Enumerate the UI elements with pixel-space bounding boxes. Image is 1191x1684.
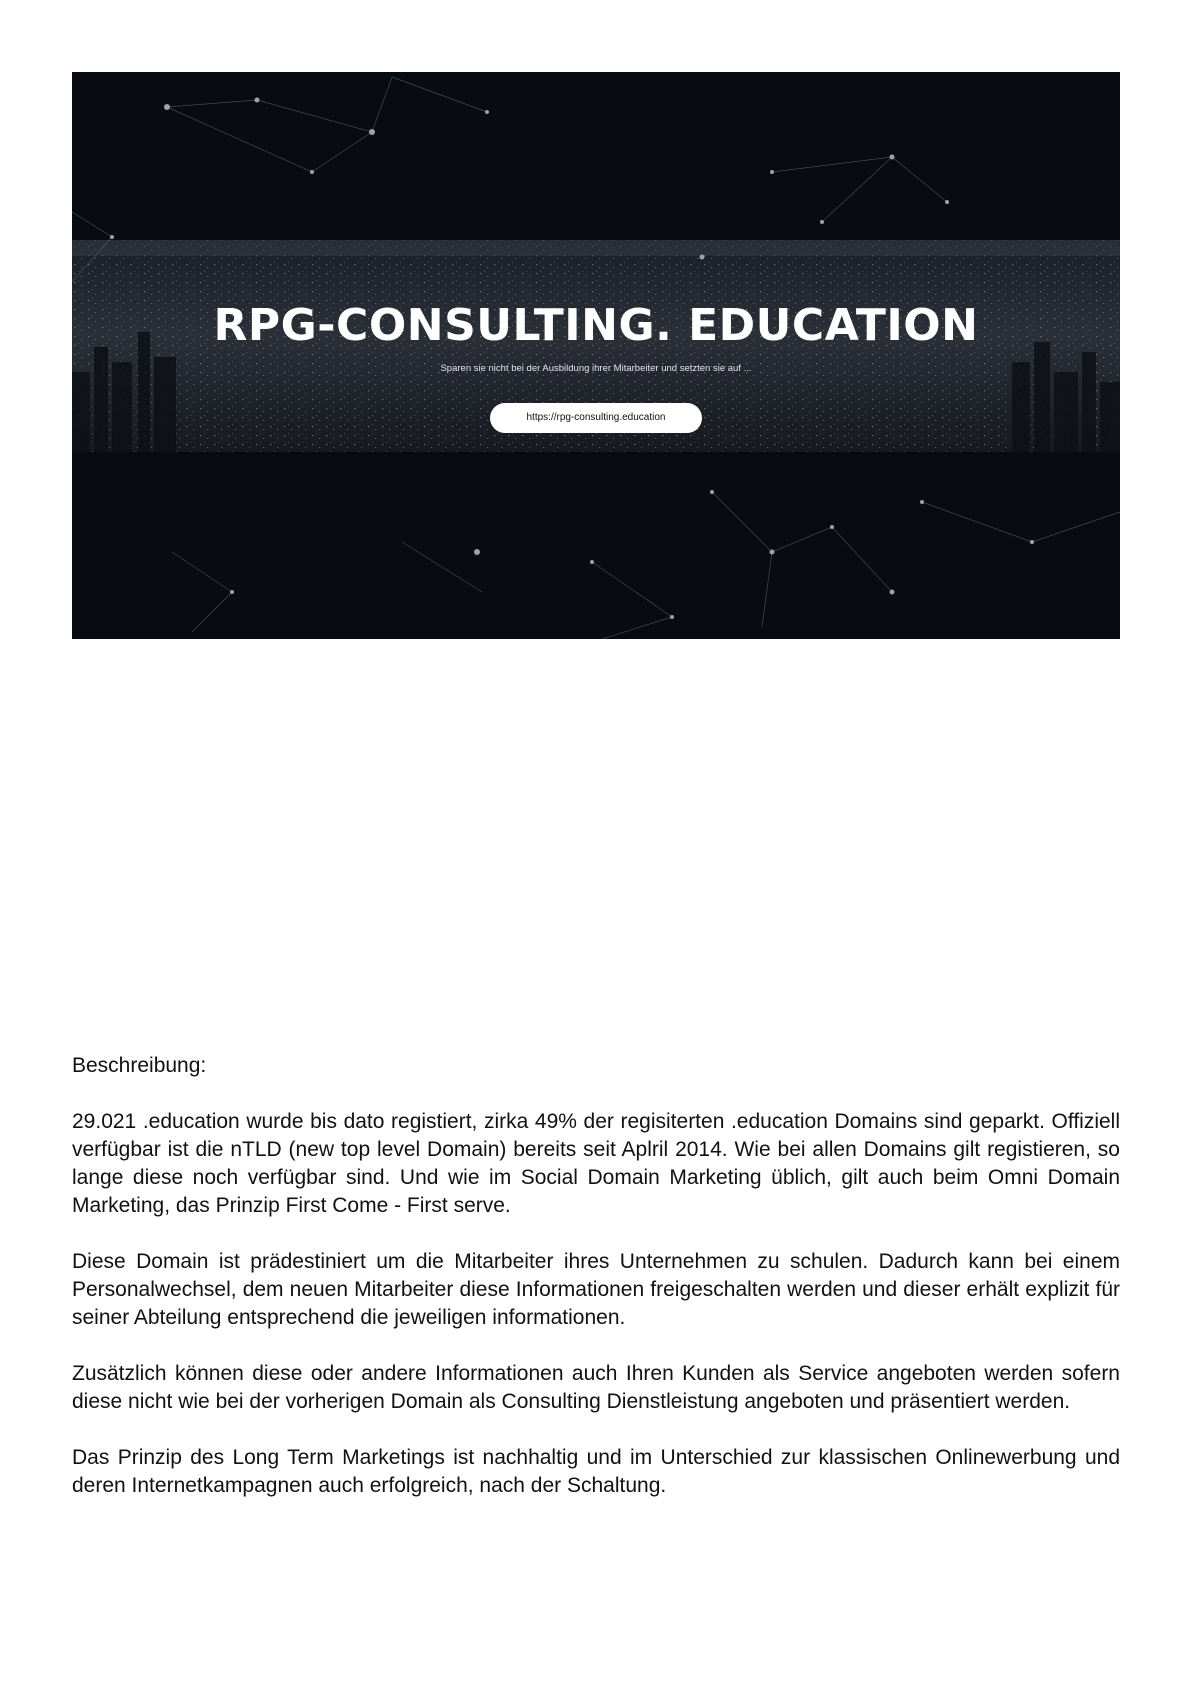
paragraph-registration: 29.021 .education wurde bis dato registiert, zirka 49% der regisiterten .education Domains sind geparkt. Offiziell verfügbar ist die nTLD (new top level Domain) bereits seit Aplril 2014. Wie bei allen Domains gilt registieren, so lange diese noch verfügbar sind. Und wie im Social Domain Marketing üblich, gilt auch beim Omni Domain Marketing, das Prinzip First Come - First serve. [72, 1110, 1120, 1217]
description-section [72, 1052, 1120, 1500]
banner-tagline: Sparen sie nicht bei der Ausbildung ihrer Mitarbeiter und setzten sie auf ... [440, 363, 752, 374]
paragraph-employee-training: Diese Domain ist prädestiniert um die Mitarbeiter ihres Unternehmen zu schulen. Dadurch kann bei einem Personalwechsel, dem neuen Mitarbeiter diese Informationen freigeschalten werden und dieser erhält explizit für seiner Abteilung entsprechend die jeweiligen informationen. [72, 1250, 1120, 1329]
paragraph-customer-service: Zusätzlich können diese oder andere Informationen auch Ihren Kunden als Service angeboten werden sofern diese nicht wie bei der vorherigen Domain als Consulting Dienstleistung angeboten und präsentiert werden. [72, 1362, 1120, 1413]
brand-title: RPG-CONSULTING. EDUCATION [213, 300, 979, 351]
description-heading: Beschreibung: [72, 1054, 207, 1077]
network-city-background [72, 72, 1120, 639]
url-button[interactable]: https://rpg-consulting.education [490, 403, 702, 433]
paragraph-long-term-marketing: Das Prinzip des Long Term Marketings ist nachhaltig und im Unterschied zur klassischen Onlinewerbung und deren Internetkampagnen auch erfolgreich, nach der Schaltung. [72, 1446, 1120, 1497]
hero-banner [72, 72, 1120, 639]
